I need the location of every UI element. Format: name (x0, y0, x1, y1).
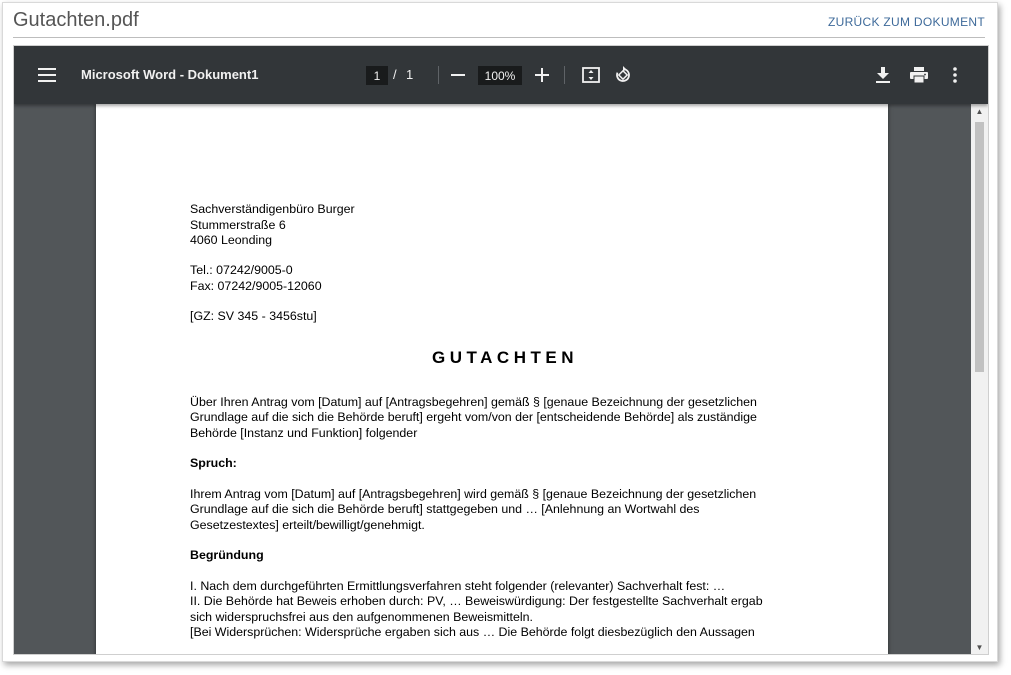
intro-line: Behörde [Instanz und Funktion] folgender (190, 425, 418, 440)
spruch-heading: Spruch: (190, 456, 237, 470)
hamburger-menu-icon[interactable] (36, 64, 58, 86)
zoom-level-input[interactable]: 100% (478, 66, 522, 85)
begruendung-line: II. Die Behörde hat Beweis erhoben durch: PV, … Beweiswürdigung: Der festgestellte Sachverhalt ergab (190, 594, 763, 608)
download-icon[interactable] (872, 64, 894, 86)
plus-icon[interactable] (532, 65, 552, 85)
begruendung-line: I. Nach dem durchgeführten Ermittlungsverfahren steht folgender (relevanter) Sachverhalt fest: … (190, 578, 726, 593)
file-title: Gutachten.pdf (13, 9, 139, 31)
more-vertical-icon[interactable] (944, 64, 966, 86)
toolbar-divider (564, 66, 565, 84)
begruendung-line: sich widerspruchsfrei aus den aufgenommenen Beweismitteln. (190, 609, 533, 624)
document-title: Microsoft Word - Dokument1 (81, 67, 259, 82)
scroll-down-arrow-icon[interactable]: ▼ (975, 642, 984, 652)
pdf-viewer (13, 45, 989, 655)
address-line: Sachverständigenbüro Burger (190, 202, 355, 216)
address-line: Stummerstraße 6 (190, 217, 286, 232)
back-to-document-link[interactable]: ZURÜCK ZUM DOKUMENT (827, 15, 985, 29)
scrollbar-thumb[interactable] (975, 122, 984, 372)
pdf-dialog (2, 2, 998, 662)
phone-line: Tel.: 07242/9005-0 (190, 263, 293, 277)
address-line: 4060 Leonding (190, 233, 272, 247)
dialog-header (13, 7, 985, 38)
begruendung-heading: Begründung (190, 548, 264, 562)
rotate-icon[interactable] (612, 64, 634, 86)
spruch-line: Grundlage auf die sich die Behörde beruft] stattgegeben und … [Anlehnung an Wortwahl des (190, 502, 700, 516)
toolbar-divider (438, 66, 439, 84)
fit-to-page-icon[interactable] (580, 64, 602, 86)
intro-line: Grundlage auf die sich die Behörde beruft] ergeht vom/von der [entscheidende Behörde] als zuständige (190, 410, 757, 424)
page-number-input[interactable]: 1 (366, 66, 388, 85)
document-heading: GUTACHTEN (432, 348, 578, 367)
print-icon[interactable] (908, 64, 930, 86)
spruch-line: Ihrem Antrag vom [Datum] auf [Antragsbegehren] wird gemäß § [genaue Bezeichnung der gesetzlichen (190, 486, 757, 501)
reference-number: [GZ: SV 345 - 3456stu] (190, 308, 317, 323)
fax-line: Fax: 07242/9005-12060 (190, 278, 322, 293)
page-separator: / (393, 67, 397, 82)
spruch-line: Gesetzestextes] erteilt/bewilligt/genehmigt. (190, 517, 425, 532)
intro-line: Über Ihren Antrag vom [Datum] auf [Antragsbegehren] gemäß § [genaue Bezeichnung der gesetzlichen (190, 394, 757, 409)
pdf-toolbar (14, 46, 988, 104)
minus-icon[interactable] (448, 65, 468, 85)
scroll-up-arrow-icon[interactable]: ▲ (975, 106, 984, 116)
vertical-scrollbar[interactable] (971, 104, 988, 654)
page-content (190, 202, 820, 641)
pdf-page (96, 104, 888, 655)
begruendung-line: [Bei Widersprüchen: Widersprüche ergaben sich aus … Die Behörde folgt diesbezüglich den Aussagen (190, 625, 755, 639)
total-pages: 1 (406, 67, 414, 82)
